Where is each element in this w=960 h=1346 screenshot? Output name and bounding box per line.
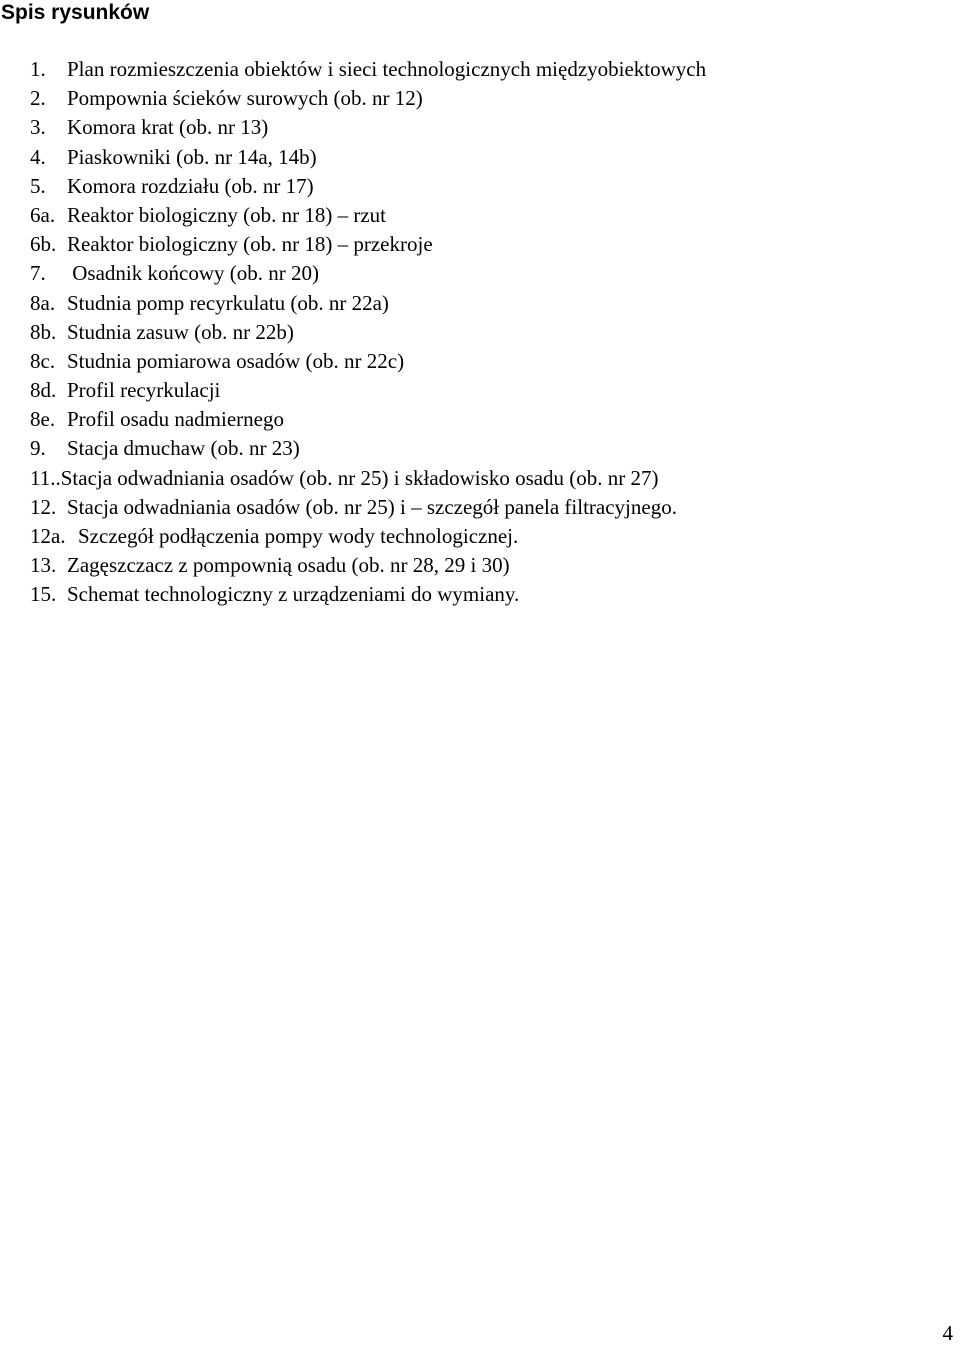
- item-number: 12a.: [30, 524, 66, 548]
- list-item: [30, 405, 706, 434]
- item-number: 2.: [30, 86, 46, 111]
- item-number: 5.: [30, 173, 46, 198]
- item-number: 8d.: [30, 378, 57, 403]
- item-number: 15.: [30, 582, 57, 607]
- item-text: Komora rozdziału (ob. nr 17): [67, 173, 314, 198]
- list-item: [30, 376, 706, 405]
- item-text: Reaktor biologiczny (ob. nr 18) – przekroje: [67, 232, 433, 257]
- list-item: [30, 143, 706, 172]
- list-item: [30, 464, 706, 493]
- item-number: 8a.: [30, 290, 56, 315]
- item-text: Zagęszczacz z pompownią osadu (ob. nr 28, 29 i 30): [67, 553, 510, 578]
- item-number: 13.: [30, 553, 57, 578]
- list-item: [30, 522, 706, 551]
- list-item: [30, 172, 706, 201]
- list-item: [30, 230, 706, 259]
- item-text: Plan rozmieszczenia obiektów i sieci technologicznych międzyobiektowych: [67, 57, 707, 81]
- list-item: [30, 84, 706, 113]
- item-number: 12.: [30, 494, 57, 519]
- item-number: 9.: [30, 436, 46, 461]
- figure-list: [30, 55, 706, 610]
- item-number: 11..: [30, 465, 61, 490]
- page-number: 4: [942, 1321, 953, 1345]
- item-number: 6b.: [30, 232, 57, 257]
- list-item: [30, 113, 706, 142]
- item-text: Osadnik końcowy (ob. nr 20): [67, 261, 319, 286]
- list-item: [30, 289, 706, 318]
- list-item: [30, 347, 706, 376]
- item-text: Stacja odwadniania osadów (ob. nr 25) i składowisko osadu (ob. nr 27): [60, 465, 659, 490]
- item-text: Studnia pomiarowa osadów (ob. nr 22c): [67, 348, 405, 373]
- item-text: Szczegół podłączenia pompy wody technologicznej.: [78, 524, 519, 548]
- item-text: Studnia zasuw (ob. nr 22b): [67, 319, 294, 344]
- item-text: Stacja odwadniania osadów (ob. nr 25) i – szczegół panela filtracyjnego.: [67, 494, 677, 519]
- item-text: Komora krat (ob. nr 13): [67, 115, 269, 140]
- list-item: [30, 55, 706, 84]
- list-item: [30, 201, 706, 230]
- list-item: [30, 318, 706, 347]
- page-title: Spis rysunków: [1, 1, 150, 24]
- list-item: [30, 580, 706, 609]
- item-text: Studnia pomp recyrkulatu (ob. nr 22a): [67, 290, 389, 315]
- list-item: [30, 551, 706, 580]
- item-number: 4.: [30, 144, 46, 169]
- item-number: 1.: [30, 57, 46, 81]
- item-number: 3.: [30, 115, 46, 140]
- list-item: [30, 259, 706, 288]
- item-text: Piaskowniki (ob. nr 14a, 14b): [67, 144, 317, 169]
- item-text: Profil osadu nadmiernego: [67, 407, 284, 432]
- item-text: Pompownia ścieków surowych (ob. nr 12): [67, 86, 423, 111]
- item-number: 8c.: [30, 348, 56, 373]
- list-item: [30, 434, 706, 463]
- item-text: Reaktor biologiczny (ob. nr 18) – rzut: [67, 202, 386, 227]
- item-number: 8b.: [30, 319, 57, 344]
- item-number: 7.: [30, 261, 46, 286]
- item-text: Profil recyrkulacji: [67, 378, 221, 403]
- item-text: Stacja dmuchaw (ob. nr 23): [67, 436, 300, 461]
- item-number: 6a.: [30, 202, 56, 227]
- list-item: [30, 493, 706, 522]
- item-number: 8e.: [30, 407, 56, 432]
- item-text: Schemat technologiczny z urządzeniami do wymiany.: [67, 582, 520, 607]
